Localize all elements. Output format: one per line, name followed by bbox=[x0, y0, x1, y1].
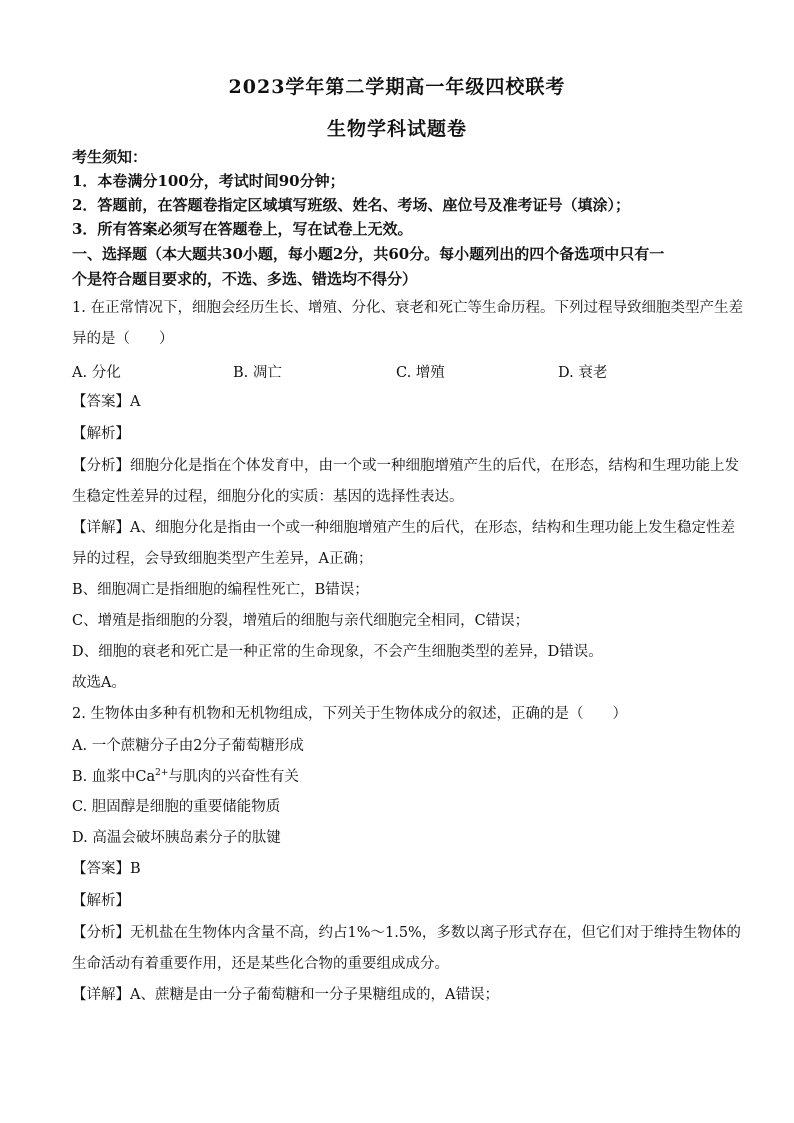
q2-option-b-pre: B. 血浆中Ca bbox=[72, 769, 156, 785]
q1-explain-c: C、增殖是指细胞的分裂，增殖后的细胞与亲代细胞完全相同，C错误； bbox=[72, 613, 530, 629]
notice-item-3: 3．所有答案必须写在答题卷上，写在试卷上无效。 bbox=[72, 220, 413, 238]
section-header-line-2: 个是符合题目要求的，不选、多选、错选均不得分） bbox=[72, 270, 418, 288]
q2-answer: 【答案】B bbox=[72, 861, 141, 877]
notice-item-2: 2．答题前，在答题卷指定区域填写班级、姓名、考场、座位号及准考证号（填涂）； bbox=[72, 196, 630, 214]
q2-fenxi-line-2: 生命活动有着重要作用，还是某些化合物的重要组成成分。 bbox=[72, 956, 449, 972]
q2-stem: 2. 生物体由多种有机物和无机物组成，下列关于生物体成分的叙述，正确的是（ ） bbox=[72, 706, 627, 722]
q1-option-b: B. 凋亡 bbox=[233, 365, 282, 381]
q2-analysis-label: 【解析】 bbox=[72, 893, 130, 909]
notice-heading: 考生须知： bbox=[72, 148, 148, 166]
q2-xiangjie-line-1: 【详解】A、蔗糖是由一分子葡萄糖和一分子果糖组成的，A错误； bbox=[72, 987, 499, 1003]
q2-option-b-post: 与肌肉的兴奋性有关 bbox=[168, 769, 299, 785]
q1-option-a: A. 分化 bbox=[72, 365, 121, 381]
notice-item-1: 1．本卷满分100分，考试时间90分钟； bbox=[72, 172, 345, 190]
q1-analysis-label: 【解析】 bbox=[72, 426, 130, 442]
q2-option-a: A. 一个蔗糖分子由2分子葡萄糖形成 bbox=[72, 738, 304, 754]
q1-xiangjie-line-2: 异的过程，会导致细胞类型产生差异，A正确； bbox=[72, 551, 373, 567]
q1-option-d: D. 衰老 bbox=[558, 365, 608, 381]
q2-option-b bbox=[72, 767, 732, 787]
exam-title: 2023学年第二学期高一年级四校联考 bbox=[228, 76, 566, 98]
q1-xiangjie-line-1: 【详解】A、细胞分化是指由一个或一种细胞增殖产生的后代，在形态，结构和生理功能上发生稳定性差 bbox=[72, 520, 735, 536]
section-header-line-1: 一、选择题（本大题共30小题，每小题2分，共60分。每小题列出的四个备选项中只有一 bbox=[72, 245, 665, 263]
q2-option-d: D. 高温会破坏胰岛素分子的肽键 bbox=[72, 830, 281, 846]
q2-fenxi-line-1: 【分析】无机盐在生物体内含量不高，约占1%～1.5%，多数以离子形式存在，但它们对于维持生物体的 bbox=[72, 925, 741, 941]
q1-stem-line-2: 异的是（ ） bbox=[72, 331, 174, 347]
q1-explain-d: D、细胞的衰老和死亡是一种正常的生命现象，不会产生细胞类型的差异，D错误。 bbox=[72, 644, 603, 660]
q1-explain-b: B、细胞凋亡是指细胞的编程性死亡，B错误； bbox=[72, 582, 369, 598]
q1-stem-line-1: 1. 在正常情况下，细胞会经历生长、增殖、分化、衰老和死亡等生命历程。下列过程导致细胞类型产生差 bbox=[72, 300, 743, 316]
q1-conclusion: 故选A。 bbox=[72, 675, 126, 691]
q2-option-c: C. 胆固醇是细胞的重要储能物质 bbox=[72, 799, 281, 815]
q1-fenxi-line-2: 生稳定性差异的过程，细胞分化的实质：基因的选择性表达。 bbox=[72, 489, 464, 505]
q2-option-b-charge: 2+ bbox=[155, 768, 169, 779]
exam-subtitle: 生物学科试题卷 bbox=[326, 118, 467, 140]
q1-fenxi-line-1: 【分析】细胞分化是指在个体发育中，由一个或一种细胞增殖产生的后代，在形态，结构和生理功能上发 bbox=[72, 458, 739, 474]
q1-option-c: C. 增殖 bbox=[396, 365, 445, 381]
q1-answer: 【答案】A bbox=[72, 394, 141, 410]
